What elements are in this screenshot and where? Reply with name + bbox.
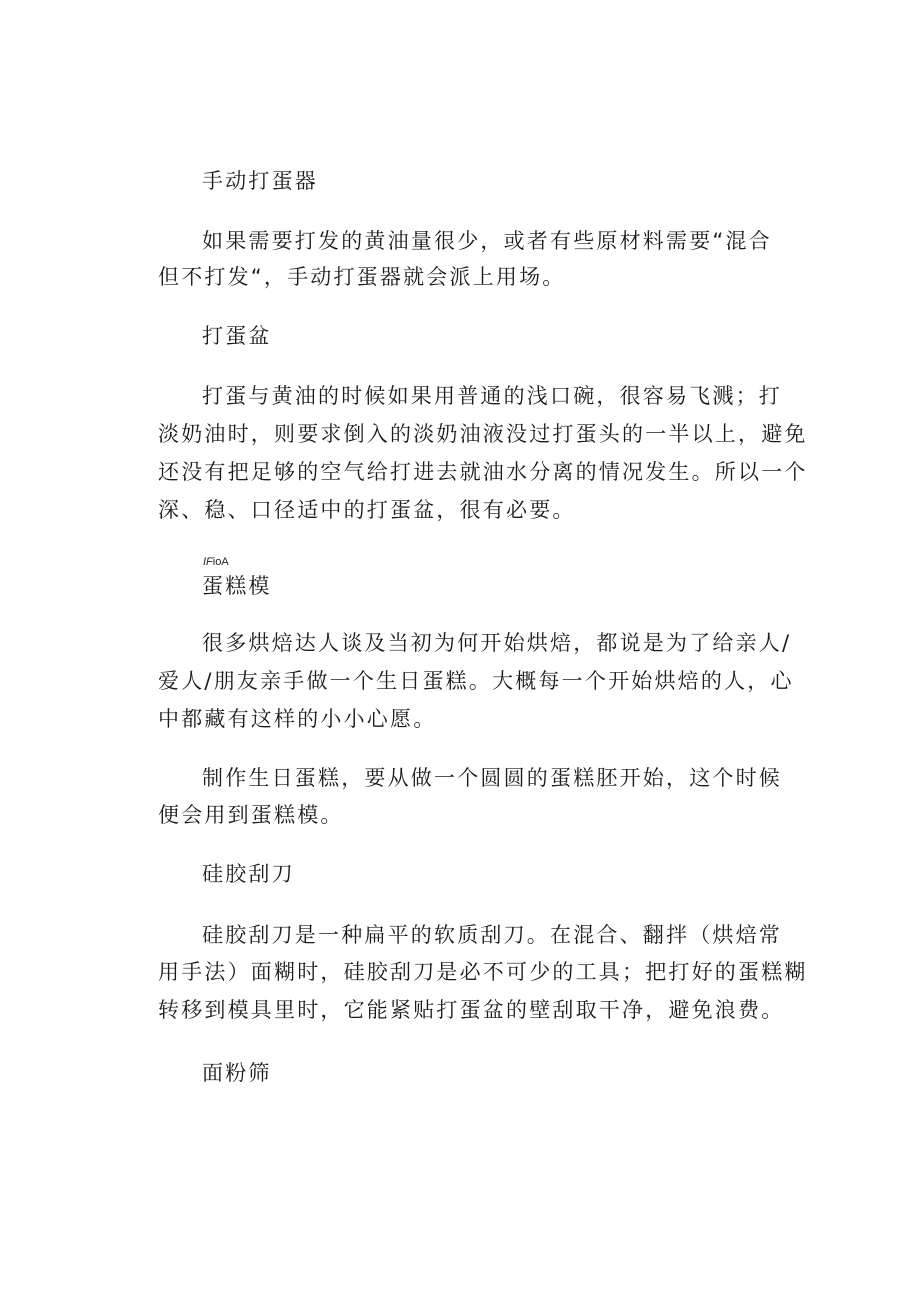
paragraph-line: 深、稳、口径适中的打蛋盆，很有必要。 (158, 498, 576, 522)
paragraph-line: 用手法）面糊时，硅胶刮刀是必不可少的工具；把打好的蛋糕糊 (158, 960, 808, 984)
paragraph-line: 很多烘焙达人谈及当初为何开始烘焙，都说是为了给亲人/ (202, 631, 792, 655)
paragraph-line: 淡奶油时，则要求倒入的淡奶油液没过打蛋头的一半以上，避免 (158, 422, 808, 446)
paragraph-line: 中都藏有这样的小小心愿。 (158, 707, 437, 731)
section-heading-silicone-spatula: 硅胶刮刀 (202, 862, 295, 886)
stray-mark-prefix: IF (203, 556, 213, 568)
paragraph-line: 爱人/朋友亲手做一个生日蛋糕。大概每一个开始烘焙的人，心 (158, 669, 794, 693)
paragraph-line: 便会用到蛋糕模。 (158, 803, 344, 827)
paragraph-line: 制作生日蛋糕，要从做一个圆圆的蛋糕胚开始，这个时候 (202, 766, 782, 790)
section-heading-flour-sieve: 面粉筛 (202, 1061, 272, 1085)
section-heading-whisk: 手动打蛋器 (202, 169, 318, 193)
paragraph-line: 还没有把足够的空气给打进去就油水分离的情况发生。所以一个 (158, 460, 808, 484)
paragraph-line: 转移到模具里时，它能紧贴打蛋盆的壁刮取干净，避免浪费。 (158, 998, 785, 1022)
paragraph-line: 硅胶刮刀是一种扁平的软质刮刀。在混合、翻拌（烘焙常 (202, 923, 782, 947)
paragraph-line: 打蛋与黄油的时候如果用普通的浅口碗，很容易飞溅；打 (202, 384, 782, 408)
paragraph-line: 但不打发“，手动打蛋器就会派上用场。 (158, 265, 566, 289)
paragraph-line: 如果需要打发的黄油量很少，或者有些原材料需要“混合 (202, 229, 772, 253)
section-heading-cake-mold: 蛋糕模 (202, 574, 272, 598)
stray-mark-text: ioA (212, 556, 229, 568)
section-heading-mixing-bowl: 打蛋盆 (202, 324, 272, 348)
stray-mark (203, 556, 229, 569)
